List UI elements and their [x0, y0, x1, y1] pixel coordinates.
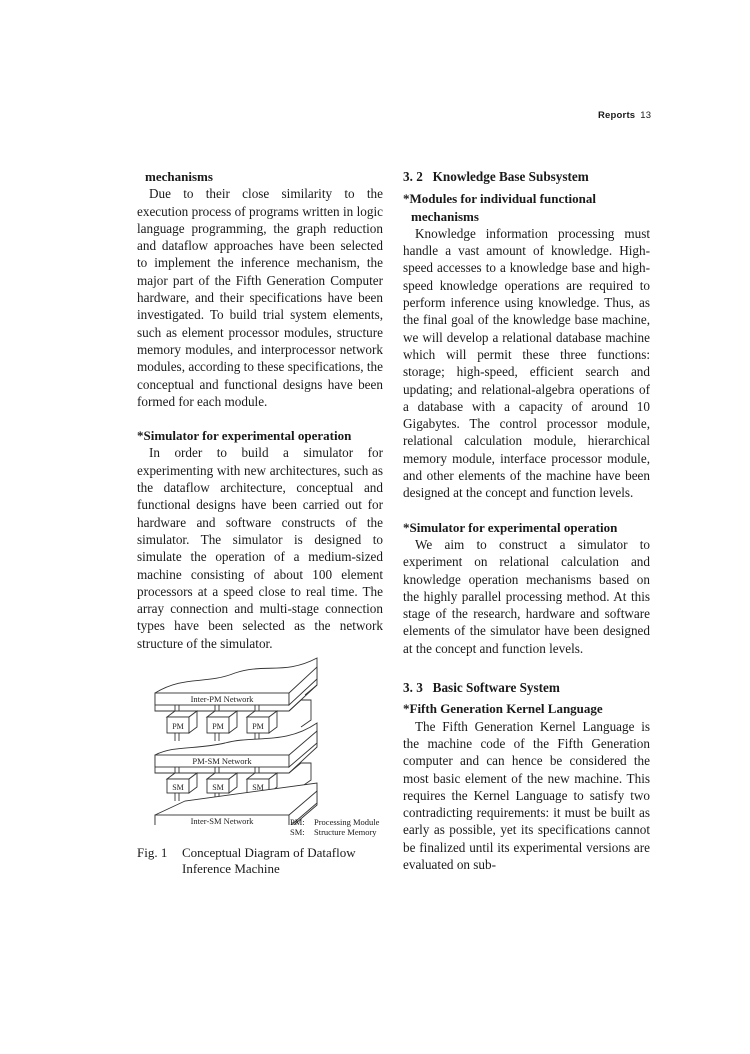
svg-text:SM: SM	[212, 783, 224, 792]
svg-text:PM: PM	[172, 722, 184, 731]
svg-text:SM: SM	[172, 783, 184, 792]
subheading-modules: *Modules for individual functional	[403, 191, 596, 207]
subheading-simulator: *Simulator for experimental operation	[137, 428, 352, 444]
page-number: 13	[640, 110, 652, 121]
svg-text:Inter-PM Network: Inter-PM Network	[190, 694, 254, 704]
svg-text:PM: PM	[212, 722, 224, 731]
paragraph: The Fifth Generation Kernel Language is the machine code of the Fifth Generation computer and can hence be considered the most basic element of the new machine. This requires the Kernel Language to satisfy two contradicting requirements: it must be built as early as possible, yet its specifications cannot be finalized until its experimental versions are evaluated on sub-	[403, 718, 650, 872]
legend-item-sm: SM: Structure Memory	[290, 827, 377, 837]
subheading-modules-cont: mechanisms	[411, 208, 479, 224]
subheading-kernel-language: *Fifth Generation Kernel Language	[403, 701, 603, 717]
paragraph: Knowledge information processing must handle a vast amount of knowledge. High-speed accesses to a knowledge base and high-speed knowledge operations are required to perform inference using knowledge. Thus, as the final goal of the knowledge base machine, we will develop a relational database machine which will permit these three functions: storage; high-speed, efficient search and updating; and relational-algebra operations of a database with a capacity of around 10 Gigabytes. The control processor module, relational calculation module, hierarchical memory module, interface processor module, and other elements of the machine have been designed at the concept and function levels.	[403, 225, 650, 501]
paragraph: In order to build a simulator for experimenting with new architectures, such as the dataflow architecture, conceptual and functional designs have been carried out for hardware and software constructs of the simulator. The simulator is designed to simulate the operation of a medium-sized machine consisting of about 100 element processors at a speed close to real time. The array connection and multi-stage connection types have been selected as the network structure of the simulator.	[137, 445, 383, 651]
section-title-3-3: 3. 3 Basic Software System	[403, 680, 560, 696]
right-column	[403, 168, 650, 873]
subheading-simulator: *Simulator for experimental operation	[403, 519, 618, 535]
svg-text:Inter-SM Network: Inter-SM Network	[190, 816, 254, 825]
paragraph: We aim to construct a simulator to experiment on relational calculation and knowledge operation mechanisms based on the highly parallel processing method. At this stage of the research, hardware and software elements of the simulator have been designed at the concept and function levels.	[403, 536, 650, 656]
heading-continuation: mechanisms	[145, 169, 213, 184]
section-title-3-2: 3. 2 Knowledge Base Subsystem	[403, 169, 589, 184]
left-column	[137, 168, 383, 652]
figure-dataflow-diagram	[145, 655, 390, 825]
running-header	[598, 110, 651, 121]
caption-label: Fig. 1	[137, 845, 168, 860]
caption-line-1: Conceptual Diagram of Dataflow	[182, 845, 356, 860]
figure-caption	[137, 845, 356, 877]
svg-text:SM: SM	[252, 783, 264, 792]
figure-legend	[290, 817, 379, 837]
caption-line-2: Inference Machine	[182, 861, 280, 876]
svg-text:PM: PM	[252, 722, 264, 731]
legend-item-pm: PM: Processing Module	[290, 817, 380, 827]
header-section: Reports	[598, 110, 636, 121]
paragraph: Due to their close similarity to the execution process of programs written in logic language programming, the graph reduction and dataflow approaches have been selected to implement the inference mechanism, the major part of the Fifth Generation Computer hardware, and their specifications have been investigated. To build trial system elements, such as element processor modules, structure memory modules, and interprocessor network modules, according to these specifications, the conceptual and functional designs have been formed for each module.	[137, 186, 383, 409]
svg-text:PM-SM Network: PM-SM Network	[192, 756, 252, 766]
